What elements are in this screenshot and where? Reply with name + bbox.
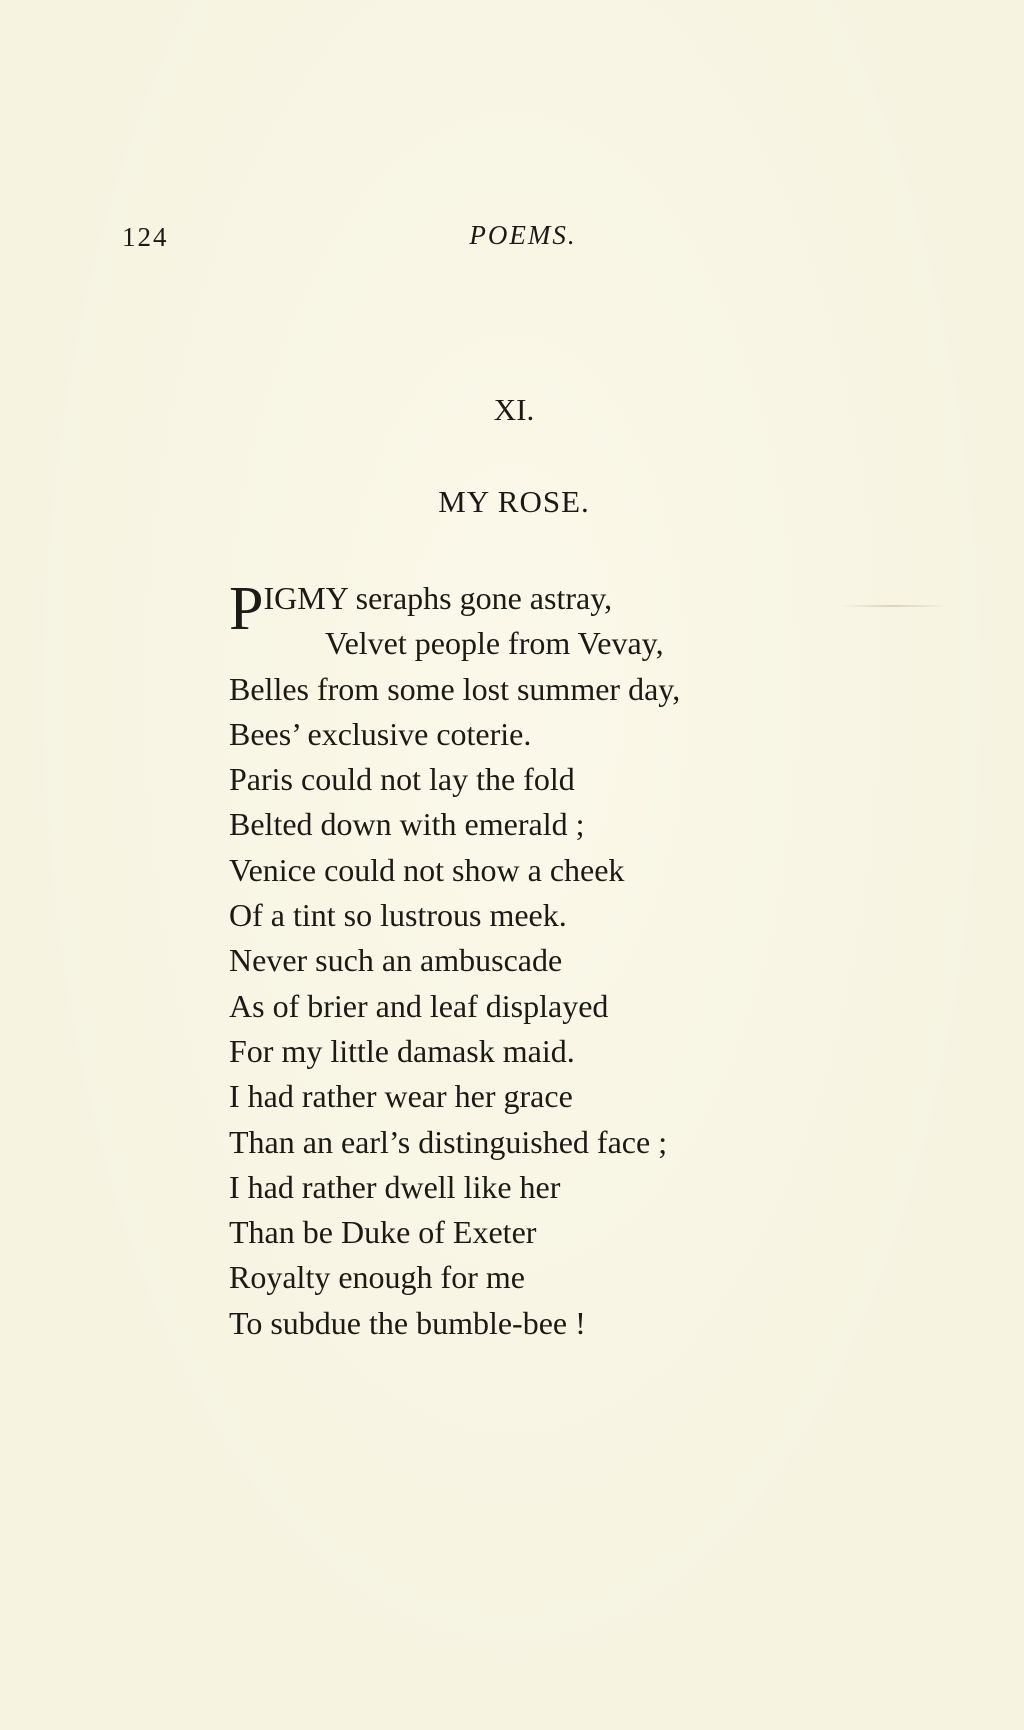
poem-line: To subdue the bumble-bee ! [229,1304,586,1341]
poem-line: Never such an ambuscade [229,942,563,979]
poem-line: Bees’ exclusive coterie. [229,715,532,752]
poem-line [229,575,680,643]
poem-line: I had rather dwell like her [229,1168,561,1205]
poem-line: Belted down with emerald ; [229,806,585,843]
page-number: 124 [122,222,169,252]
poem-body [229,576,680,1346]
poem-title: MY ROSE. [438,484,590,519]
drop-cap: P [229,575,264,643]
poem-line: I had rather wear her grace [229,1078,573,1115]
poem-line: Venice could not show a cheek [229,851,625,888]
running-head: POEMS. [469,220,577,250]
paper-mark [838,605,948,607]
poem-line: Than be Duke of Exeter [229,1214,537,1251]
poem-line: As of brier and leaf displayed [229,987,609,1024]
poem-line: For my little damask maid. [229,1032,575,1069]
poem-line-text: IGMY seraphs gone astray, [263,580,613,616]
poem-line: Velvet people from Vevay, [325,625,664,662]
poem-line: Belles from some lost summer day, [229,670,681,707]
poem-line: Than an earl’s distinguished face ; [229,1123,668,1160]
poem-numeral: XI. [493,392,535,427]
poem-line: Of a tint so lustrous meek. [229,897,567,934]
poem-line: Royalty enough for me [229,1259,525,1296]
poem-line: Paris could not lay the fold [229,761,575,798]
